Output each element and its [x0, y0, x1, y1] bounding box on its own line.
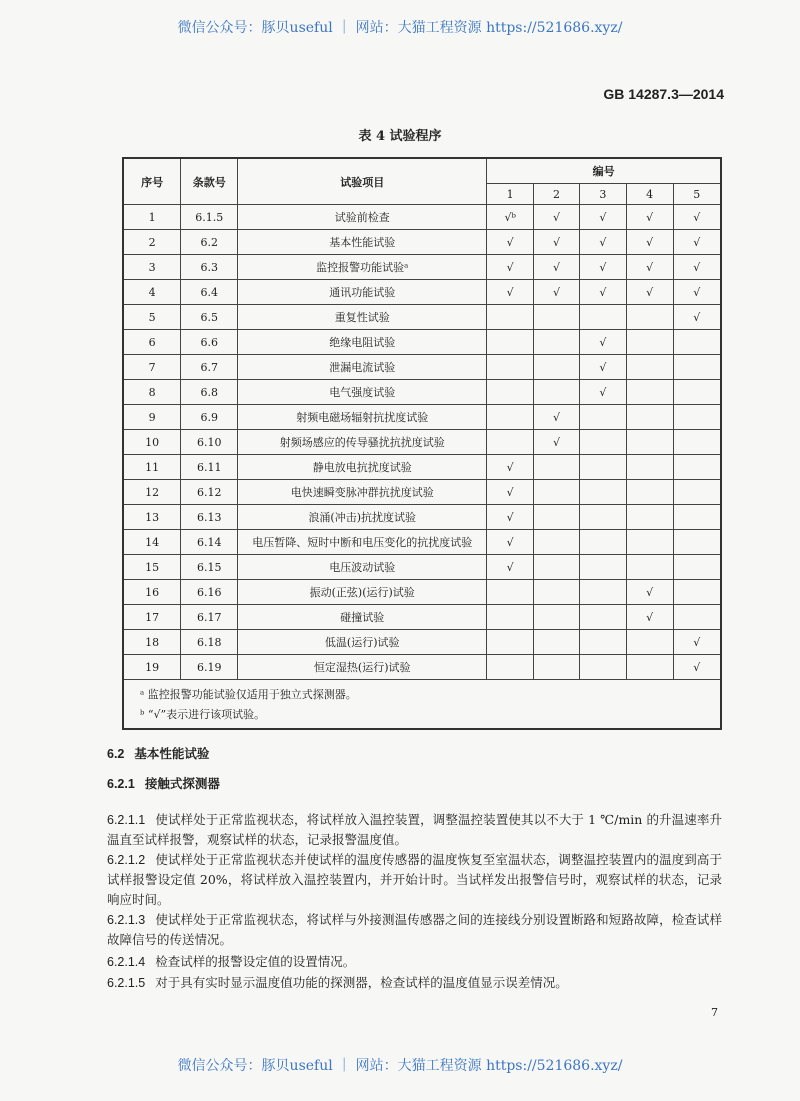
table-row	[123, 305, 721, 330]
cell-item: 电压波动试验	[238, 555, 487, 580]
check-cell: √	[673, 655, 721, 680]
check-cell: √	[487, 555, 534, 580]
page-number: 7	[711, 1006, 718, 1019]
cell-clause: 6.7	[181, 355, 238, 380]
cell-seq: 11	[123, 455, 181, 480]
check-cell	[534, 505, 580, 530]
check-cell	[579, 305, 626, 330]
cell-item: 基本性能试验	[238, 230, 487, 255]
check-cell	[673, 480, 721, 505]
cell-clause: 6.17	[181, 605, 238, 630]
check-cell: √	[673, 280, 721, 305]
cell-item: 低温(运行)试验	[238, 630, 487, 655]
cell-seq: 8	[123, 380, 181, 405]
check-cell	[673, 605, 721, 630]
check-cell: √	[579, 280, 626, 305]
check-cell	[579, 655, 626, 680]
check-cell: √	[673, 630, 721, 655]
cell-item: 试验前检查	[238, 205, 487, 230]
cell-clause: 6.6	[181, 330, 238, 355]
table-row	[123, 630, 721, 655]
check-cell: √	[579, 330, 626, 355]
table-row	[123, 330, 721, 355]
check-cell: √	[534, 255, 580, 280]
cell-seq: 14	[123, 530, 181, 555]
table-row	[123, 555, 721, 580]
cell-clause: 6.18	[181, 630, 238, 655]
cell-item: 浪涌(冲击)抗扰度试验	[238, 505, 487, 530]
check-cell: √	[487, 480, 534, 505]
check-cell	[534, 455, 580, 480]
check-cell	[534, 555, 580, 580]
table-row	[123, 505, 721, 530]
check-cell	[626, 430, 673, 455]
check-cell: √	[534, 205, 580, 230]
cell-seq: 5	[123, 305, 181, 330]
check-cell	[534, 530, 580, 555]
check-cell: √	[626, 280, 673, 305]
check-cell	[626, 305, 673, 330]
check-cell: √	[579, 230, 626, 255]
check-cell	[626, 455, 673, 480]
check-cell	[534, 580, 580, 605]
cell-seq: 7	[123, 355, 181, 380]
check-cell	[534, 355, 580, 380]
cell-clause: 6.12	[181, 480, 238, 505]
cell-seq: 10	[123, 430, 181, 455]
check-cell	[579, 455, 626, 480]
cell-clause: 6.8	[181, 380, 238, 405]
check-cell	[487, 330, 534, 355]
cell-item: 电气强度试验	[238, 380, 487, 405]
check-cell	[626, 405, 673, 430]
check-cell	[626, 480, 673, 505]
check-cell	[579, 505, 626, 530]
check-cell	[673, 505, 721, 530]
table-row	[123, 205, 721, 230]
check-cell: √	[673, 255, 721, 280]
cell-clause: 6.5	[181, 305, 238, 330]
cell-clause: 6.13	[181, 505, 238, 530]
cell-item: 射频场感应的传导骚扰抗扰度试验	[238, 430, 487, 455]
paragraph-6-2-1-4: 6.2.1.4 检查试样的报警设定值的设置情况。	[107, 954, 356, 969]
header-item: 试验项目	[238, 158, 487, 205]
check-cell: √	[534, 230, 580, 255]
check-cell	[487, 430, 534, 455]
check-cell	[487, 380, 534, 405]
check-cell	[534, 655, 580, 680]
table-title: 表 4 试验程序	[358, 129, 442, 144]
table-row	[123, 405, 721, 430]
cell-seq: 19	[123, 655, 181, 680]
check-cell: √	[487, 255, 534, 280]
table-row	[123, 355, 721, 380]
cell-clause: 6.9	[181, 405, 238, 430]
check-cell: √	[579, 380, 626, 405]
watermark-top: 微信公众号：豚贝useful ｜ 网站：大猫工程资源 https://521686.xyz/	[177, 20, 623, 36]
paragraph-6-2-1-5: 6.2.1.5 对于具有实时显示温度值功能的探测器，检查试样的温度值显示误差情况。	[107, 975, 568, 990]
cell-seq: 2	[123, 230, 181, 255]
cell-clause: 6.4	[181, 280, 238, 305]
table-row	[123, 605, 721, 630]
check-cell: √	[579, 255, 626, 280]
header-number: 编号	[487, 158, 721, 184]
cell-item: 电快速瞬变脉冲群抗扰度试验	[238, 480, 487, 505]
check-cell	[487, 405, 534, 430]
check-cell	[626, 530, 673, 555]
header-col-2: 2	[534, 184, 580, 205]
check-cell	[534, 630, 580, 655]
table-row	[123, 430, 721, 455]
check-cell	[579, 430, 626, 455]
cell-clause: 6.11	[181, 455, 238, 480]
check-cell: √	[534, 280, 580, 305]
check-cell	[626, 555, 673, 580]
check-cell	[673, 555, 721, 580]
check-cell: √	[673, 230, 721, 255]
check-cell	[487, 355, 534, 380]
check-cell	[626, 380, 673, 405]
check-cell: √	[487, 505, 534, 530]
cell-item: 恒定湿热(运行)试验	[238, 655, 487, 680]
cell-clause: 6.19	[181, 655, 238, 680]
check-cell	[534, 330, 580, 355]
header-col-1: 1	[487, 184, 534, 205]
table-row	[123, 530, 721, 555]
check-cell	[673, 355, 721, 380]
cell-item: 绝缘电阻试验	[238, 330, 487, 355]
check-cell	[579, 480, 626, 505]
cell-clause: 6.3	[181, 255, 238, 280]
check-cell: √	[626, 605, 673, 630]
check-cell: √	[534, 430, 580, 455]
cell-item: 碰撞试验	[238, 605, 487, 630]
check-cell	[579, 605, 626, 630]
paragraph-6-2-1-1: 6.2.1.1 使试样处于正常监视状态，将试样放入温控装置，调整温控装置使其以不大于 1 ℃/min 的升温速率升温直至试样报警，观察试样的状态，记录报警温度值。	[107, 812, 722, 847]
cell-seq: 17	[123, 605, 181, 630]
cell-clause: 6.15	[181, 555, 238, 580]
cell-seq: 4	[123, 280, 181, 305]
header-col-5: 5	[673, 184, 721, 205]
check-cell	[673, 455, 721, 480]
test-procedure-table	[122, 157, 722, 730]
header-clause: 条款号	[181, 158, 238, 205]
check-cell	[673, 430, 721, 455]
check-cell	[673, 380, 721, 405]
paragraph-6-2-1-3: 6.2.1.3 使试样处于正常监视状态，将试样与外接测温传感器之间的连接线分别设置断路和短路故障，检查试样故障信号的传送情况。	[107, 912, 722, 947]
check-cell	[487, 305, 534, 330]
table-row	[123, 230, 721, 255]
check-cell	[673, 530, 721, 555]
check-cell: √	[487, 280, 534, 305]
check-cell	[626, 655, 673, 680]
cell-seq: 16	[123, 580, 181, 605]
cell-item: 振动(正弦)(运行)试验	[238, 580, 487, 605]
check-cell: √	[673, 305, 721, 330]
table-row	[123, 480, 721, 505]
cell-item: 泄漏电流试验	[238, 355, 487, 380]
check-cell	[487, 630, 534, 655]
cell-clause: 6.1.5	[181, 205, 238, 230]
check-cell: √	[579, 355, 626, 380]
check-cell	[534, 380, 580, 405]
cell-seq: 6	[123, 330, 181, 355]
check-cell	[626, 505, 673, 530]
check-cell	[579, 630, 626, 655]
cell-seq: 15	[123, 555, 181, 580]
paragraph-6-2-1-2: 6.2.1.2 使试样处于正常监视状态并使试样的温度传感器的温度恢复至室温状态，调整温控装置内的温度到高于试样报警设定值 20%，将试样放入温控装置内，并开始计时。当试样发出报警信号时，观察试样的状态，记录响应时间。	[107, 852, 722, 907]
header-col-4: 4	[626, 184, 673, 205]
check-cell	[579, 530, 626, 555]
section-6-2-1: 6.2.1 接触式探测器	[107, 776, 220, 791]
check-cell: √	[626, 580, 673, 605]
check-cell	[673, 580, 721, 605]
table-row	[123, 380, 721, 405]
standard-number: GB 14287.3—2014	[603, 86, 724, 102]
cell-seq: 1	[123, 205, 181, 230]
check-cell: √	[579, 205, 626, 230]
check-cell	[626, 630, 673, 655]
cell-clause: 6.14	[181, 530, 238, 555]
check-cell: √	[626, 230, 673, 255]
footnote-a: ᵃ 监控报警功能试验仅适用于独立式探测器。	[123, 680, 721, 705]
cell-clause: 6.16	[181, 580, 238, 605]
table-row	[123, 255, 721, 280]
table-row	[123, 455, 721, 480]
cell-clause: 6.2	[181, 230, 238, 255]
check-cell	[579, 580, 626, 605]
cell-item: 射频电磁场辐射抗扰度试验	[238, 405, 487, 430]
check-cell	[579, 555, 626, 580]
check-cell	[579, 405, 626, 430]
cell-seq: 13	[123, 505, 181, 530]
check-cell	[626, 330, 673, 355]
cell-clause: 6.10	[181, 430, 238, 455]
check-cell	[487, 605, 534, 630]
cell-item: 重复性试验	[238, 305, 487, 330]
cell-seq: 12	[123, 480, 181, 505]
check-cell: √	[487, 530, 534, 555]
check-cell	[534, 480, 580, 505]
cell-item: 静电放电抗扰度试验	[238, 455, 487, 480]
header-col-3: 3	[579, 184, 626, 205]
check-cell	[487, 580, 534, 605]
cell-item: 电压暂降、短时中断和电压变化的抗扰度试验	[238, 530, 487, 555]
check-cell: √	[487, 230, 534, 255]
check-cell	[487, 655, 534, 680]
check-cell: √	[673, 205, 721, 230]
check-cell: √	[626, 255, 673, 280]
cell-item: 通讯功能试验	[238, 280, 487, 305]
check-cell	[673, 405, 721, 430]
table-row	[123, 280, 721, 305]
check-cell: √	[534, 405, 580, 430]
cell-seq: 9	[123, 405, 181, 430]
cell-seq: 3	[123, 255, 181, 280]
check-cell	[673, 330, 721, 355]
table-row	[123, 655, 721, 680]
check-cell: √	[487, 455, 534, 480]
cell-item: 监控报警功能试验ᵃ	[238, 255, 487, 280]
check-cell	[534, 605, 580, 630]
footnote-b: ᵇ “√”表示进行该项试验。	[123, 704, 721, 729]
watermark-bottom: 微信公众号：豚贝useful ｜ 网站：大猫工程资源 https://521686.xyz/	[177, 1058, 623, 1074]
check-cell: √	[626, 205, 673, 230]
section-6-2: 6.2 基本性能试验	[107, 746, 210, 761]
cell-seq: 18	[123, 630, 181, 655]
check-cell	[534, 305, 580, 330]
check-cell	[626, 355, 673, 380]
table-row	[123, 580, 721, 605]
check-cell: √ᵇ	[487, 205, 534, 230]
header-seq: 序号	[123, 158, 181, 205]
